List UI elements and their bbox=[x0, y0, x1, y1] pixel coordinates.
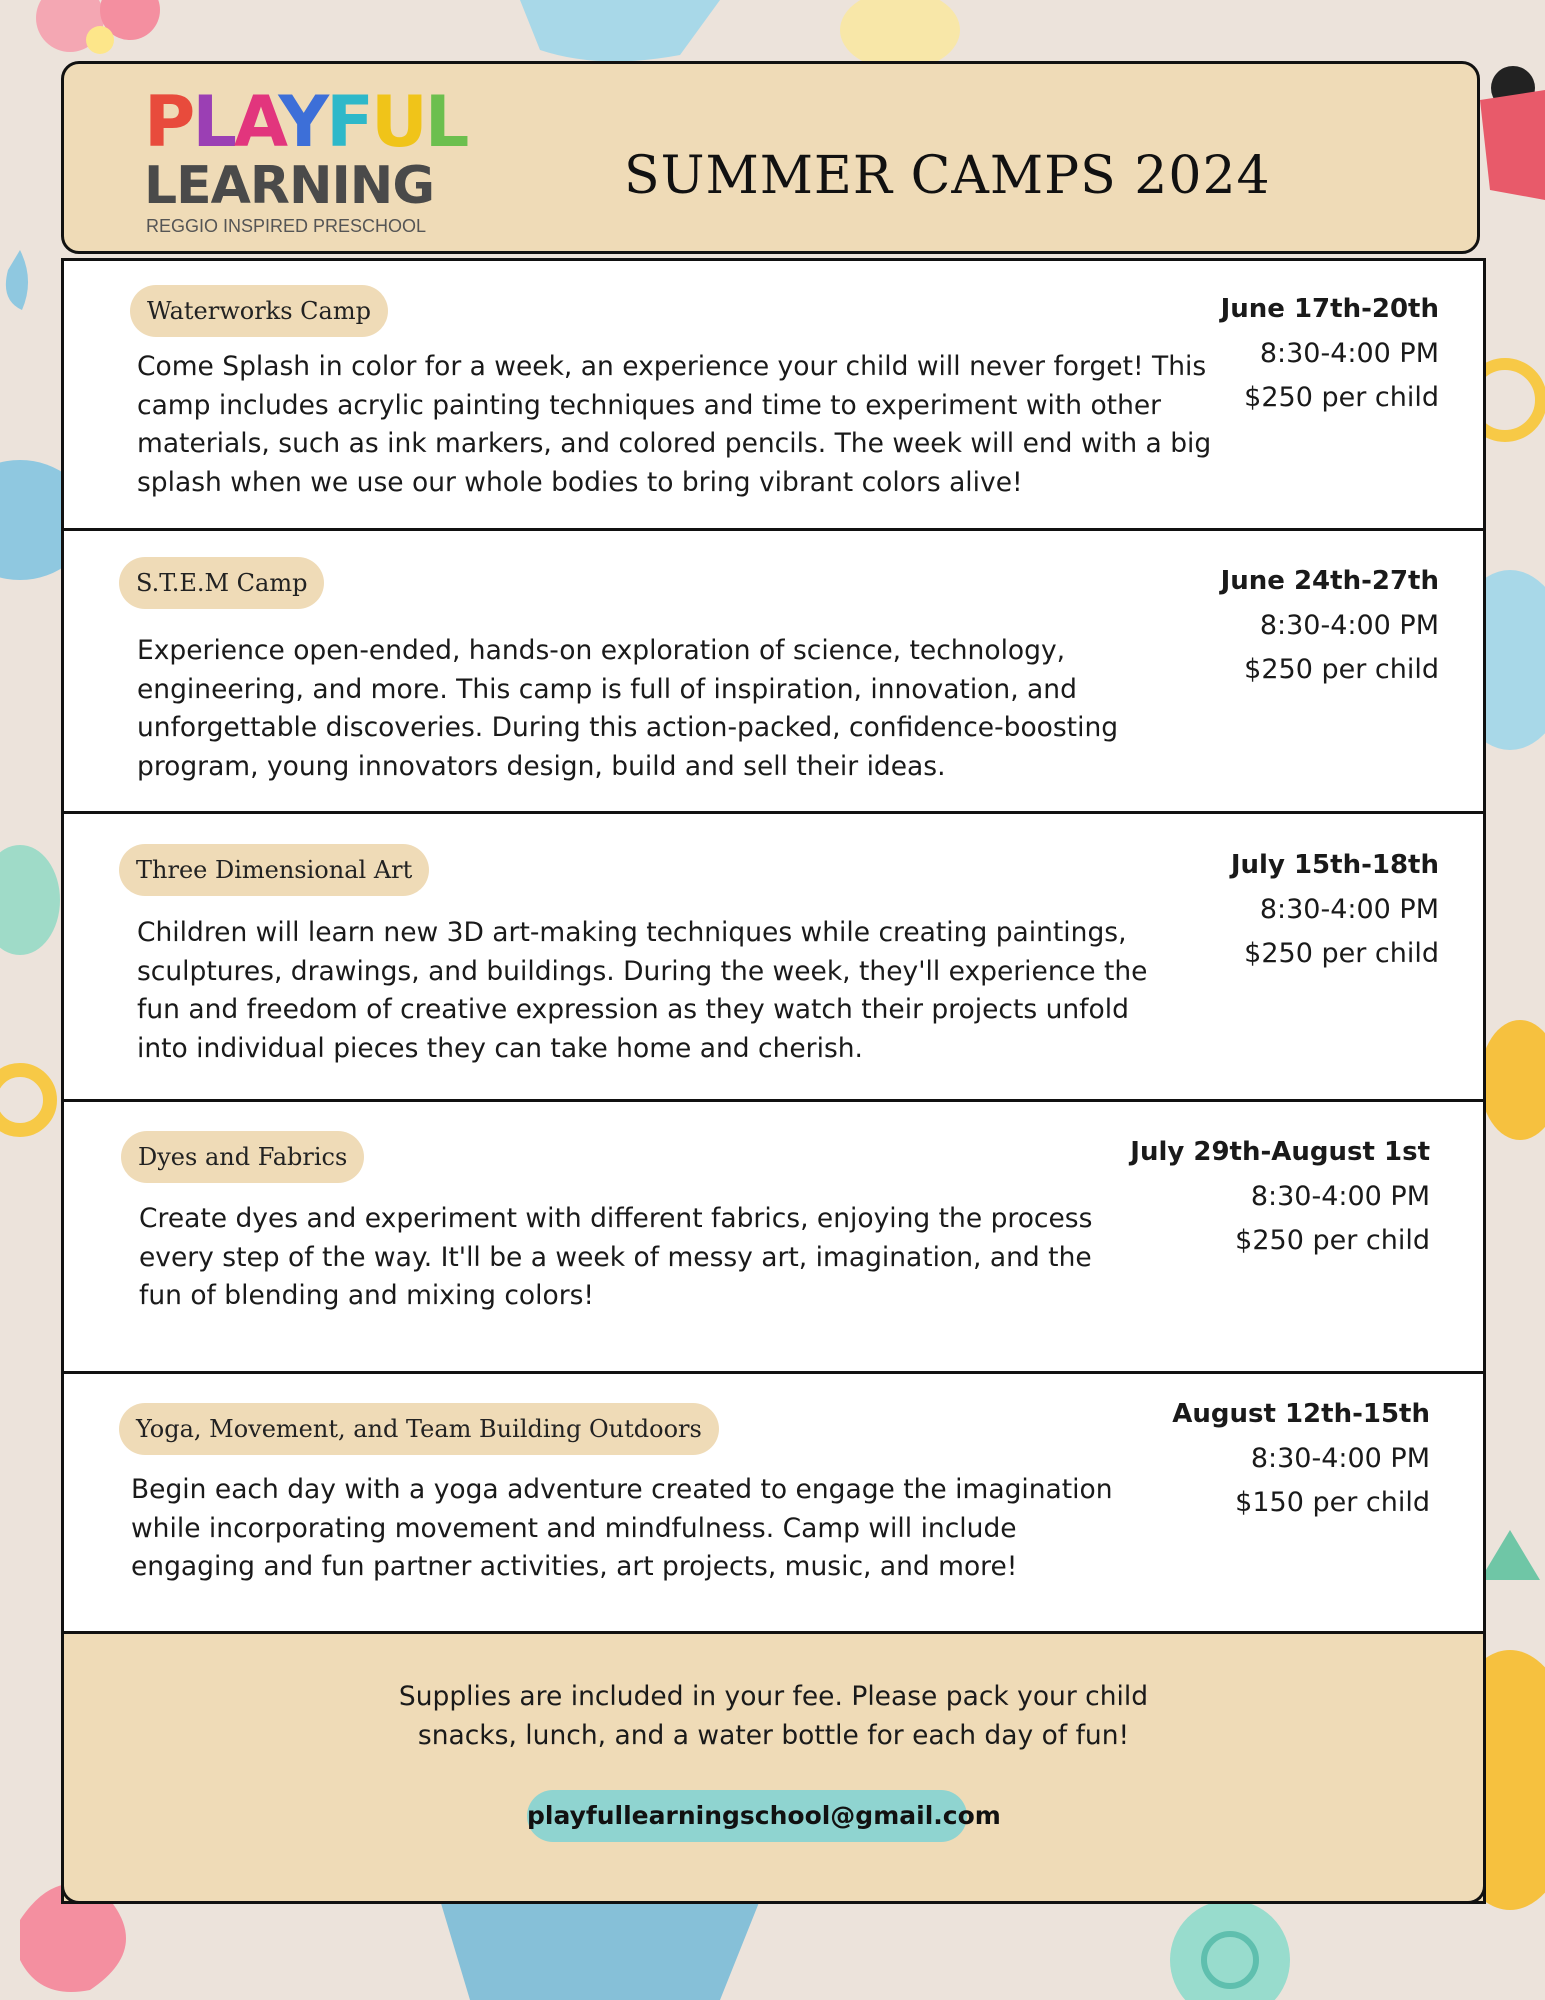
footer-note-line: snacks, lunch, and a water bottle for each day of fun! bbox=[417, 1719, 1130, 1751]
camp-time: 8:30-4:00 PM bbox=[1259, 610, 1439, 641]
camp-description: Come Splash in color for a week, an experience your child will never forget! This camp includes acrylic painting techniques and time to experiment with other materials, such as ink markers, and colored pencils. The week will end with a big splash when we use our whole bodies to bring vibrant colors alive! bbox=[137, 351, 1212, 498]
camp-list bbox=[61, 258, 1486, 1904]
flower-icon bbox=[36, 0, 160, 54]
camp-price: $250 per child bbox=[1235, 1225, 1430, 1256]
footer-note-line: Supplies are included in your fee. Please pack your child bbox=[398, 1681, 1149, 1712]
star-icon bbox=[1480, 1020, 1545, 1140]
camp-name-badge: Waterworks Camp bbox=[130, 285, 388, 337]
logo-tagline: REGGIO INSPIRED PRESCHOOL bbox=[146, 216, 427, 236]
camp-time: 8:30-4:00 PM bbox=[1250, 1443, 1430, 1474]
logo-letter: P bbox=[144, 81, 193, 163]
camp-card bbox=[64, 1102, 1483, 1374]
camp-time: 8:30-4:00 PM bbox=[1259, 338, 1439, 369]
cup-bottom-icon bbox=[440, 1900, 760, 2000]
camp-card bbox=[64, 814, 1483, 1102]
camp-details bbox=[1172, 1391, 1430, 1525]
camp-dates: July 29th-August 1st bbox=[1130, 1137, 1430, 1167]
camp-price: $250 per child bbox=[1244, 938, 1439, 969]
logo-letter: U bbox=[370, 81, 425, 163]
page-title: SUMMER CAMPS 2024 bbox=[624, 146, 1271, 206]
camp-description: Children will learn new 3D art-making techniques while creating paintings, sculptures, drawings, and buildings. During the week, they'll experience the fun and freedom of creative expression as they watch their projects unfold into individual pieces they can take home and cherish. bbox=[137, 917, 1148, 1064]
camp-details bbox=[1231, 842, 1439, 976]
camp-time: 8:30-4:00 PM bbox=[1250, 1181, 1430, 1212]
footer bbox=[64, 1634, 1483, 1901]
logo-letter: A bbox=[233, 81, 279, 163]
camp-card bbox=[64, 261, 1483, 531]
camp-details bbox=[1130, 1129, 1430, 1263]
camp-dates: August 12th-15th bbox=[1172, 1399, 1430, 1429]
camp-description: Create dyes and experiment with different fabrics, enjoying the process every step of the way. It'll be a week of messy art, imagination, and the fun of blending and mixing colors! bbox=[139, 1203, 1093, 1311]
shell-left-icon bbox=[0, 845, 60, 955]
camp-dates: July 15th-18th bbox=[1230, 850, 1439, 880]
logo-letter: L bbox=[192, 81, 234, 163]
logo-letter: Y bbox=[278, 81, 327, 163]
leaf-right-icon bbox=[1480, 1530, 1540, 1580]
cup-icon bbox=[1480, 90, 1545, 200]
camp-card bbox=[64, 531, 1483, 814]
camp-details bbox=[1221, 286, 1439, 420]
logo-letter: F bbox=[326, 81, 371, 163]
camp-dates: June 24th-27th bbox=[1220, 566, 1439, 596]
drop-icon bbox=[6, 250, 28, 310]
header bbox=[61, 61, 1480, 254]
leaf-icon bbox=[840, 0, 960, 70]
camp-description: Begin each day with a yoga adventure created to engage the imagination while incorporating movement and mindfulness. Camp will include engaging and fun partner activities, art projects, music, and more! bbox=[131, 1474, 1113, 1582]
camp-name-badge: S.T.E.M Camp bbox=[119, 557, 324, 609]
camp-name-badge: Three Dimensional Art bbox=[119, 844, 429, 896]
camp-time: 8:30-4:00 PM bbox=[1259, 894, 1439, 925]
camp-card bbox=[64, 1374, 1483, 1634]
shell-icon bbox=[520, 0, 720, 61]
logo-wordmark bbox=[144, 82, 466, 162]
camp-name-badge: Dyes and Fabrics bbox=[121, 1131, 364, 1183]
camp-description: Experience open-ended, hands-on exploration of science, technology, engineering, and more. This camp is full of inspiration, innovation, and unforgettable discoveries. During this action-packed, confidence-boosting program, young innovators design, build and sell their ideas. bbox=[137, 635, 1119, 782]
ring-left-icon bbox=[0, 1070, 50, 1130]
camp-price: $250 per child bbox=[1244, 654, 1439, 685]
camp-details bbox=[1221, 558, 1439, 692]
logo bbox=[144, 81, 467, 242]
email-link[interactable]: playfullearningschool@gmail.com bbox=[527, 1790, 967, 1842]
camp-name-badge: Yoga, Movement, and Team Building Outdoors bbox=[119, 1403, 719, 1455]
logo-learning: LEARNING bbox=[144, 156, 435, 216]
camp-dates: June 17th-20th bbox=[1220, 294, 1439, 324]
camp-price: $250 per child bbox=[1244, 382, 1439, 413]
logo-letter: L bbox=[424, 81, 467, 163]
camp-price: $150 per child bbox=[1235, 1487, 1430, 1518]
footer-note bbox=[64, 1678, 1483, 1755]
